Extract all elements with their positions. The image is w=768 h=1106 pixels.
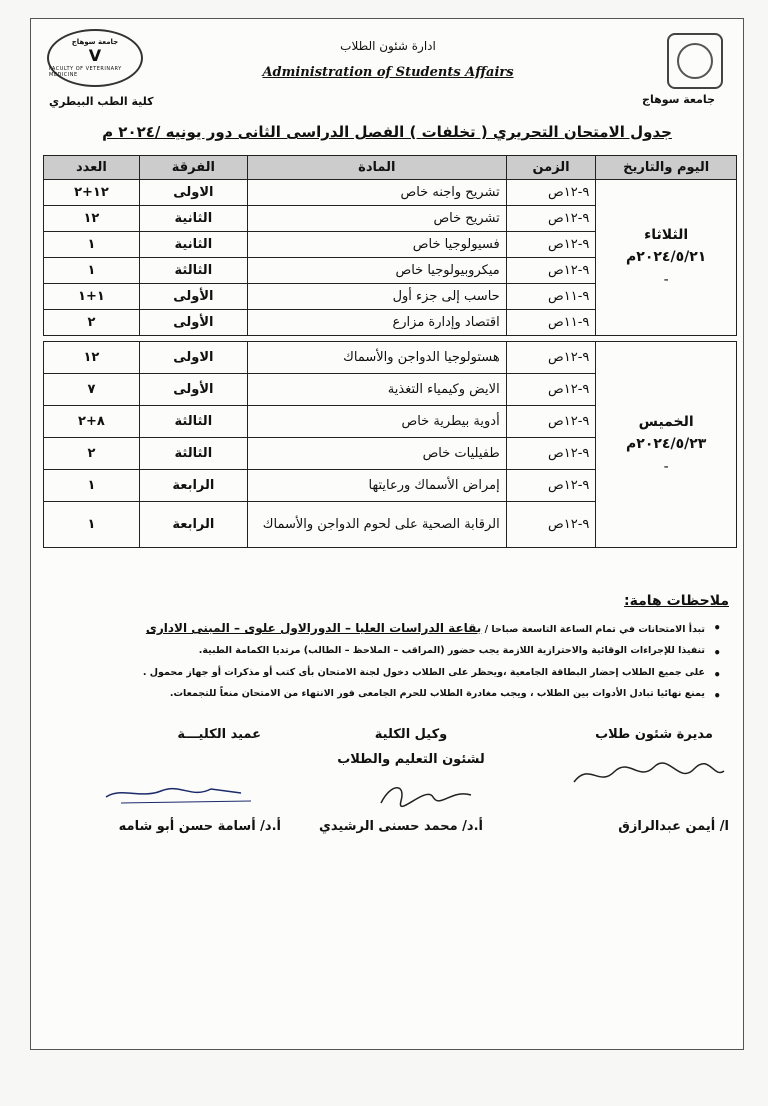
level-cell: الأولى (139, 284, 247, 310)
note-item: • تنفيذا للإجراءات الوقائية والاحترازية اللازمة يجب حضور (المراقب – الملاحظ – الطالب) مرتديا الكمامة الطبية. (61, 644, 721, 658)
level-cell: الثالثة (139, 258, 247, 284)
subject-cell: أدوية بيطرية خاص (247, 406, 506, 438)
day-date: ٢٠٢٤/٥/٢١م (626, 249, 707, 266)
count-cell: ٢ (44, 438, 140, 470)
time-cell: ٩-١٢ص (506, 258, 596, 284)
time-cell: ٩-١٢ص (506, 502, 596, 548)
count-cell: ٨+٢ (44, 406, 140, 438)
signature-vice-dean: وكيل الكلية لشئون التعليم والطلاب أ.د/ محمد حسنى الرشيدي (318, 727, 485, 834)
level-cell: الاولى (139, 180, 247, 206)
header-day-date: اليوم والتاريخ (596, 156, 737, 180)
subject-cell: ميكروبيولوجيا خاص (247, 258, 506, 284)
level-cell: الثانية (139, 232, 247, 258)
count-cell: ١٢+٢ (44, 180, 140, 206)
time-cell: ٩-١١ص (506, 284, 596, 310)
subject-cell: الايض وكيمياء التغذية (247, 374, 506, 406)
count-cell: ١+١ (44, 284, 140, 310)
day-cell: الثلاثاء ٢٠٢٤/٥/٢١م - (596, 180, 737, 336)
page-title: جدول الامتحان التحريري ( تخلفات ) الفصل الدراسى الثانى دور يونيه /٢٠٢٤ م (102, 123, 672, 141)
subject-cell: فسيولوجيا خاص (247, 232, 506, 258)
time-cell: ٩-١١ص (506, 310, 596, 336)
level-cell: الرابعة (139, 502, 247, 548)
header-subject: المادة (247, 156, 506, 180)
level-cell: الأولى (139, 310, 247, 336)
level-cell: الرابعة (139, 470, 247, 502)
subject-cell: هستولوجيا الدواجن والأسماك (247, 342, 506, 374)
handwritten-signature (101, 775, 261, 809)
time-cell: ٩-١٢ص (506, 406, 596, 438)
subject-cell: الرقابة الصحية على لحوم الدواجن والأسماك (247, 502, 506, 548)
header-level: الفرقة (139, 156, 247, 180)
count-cell: ٢ (44, 310, 140, 336)
day-name: الخميس (638, 413, 694, 430)
subject-cell: حاسب إلى جزء أول (247, 284, 506, 310)
level-cell: الثالثة (139, 438, 247, 470)
time-cell: ٩-١٢ص (506, 180, 596, 206)
table-header-row (44, 156, 737, 180)
level-cell: الثالثة (139, 406, 247, 438)
count-cell: ١ (44, 258, 140, 284)
day-name: الثلاثاء (644, 226, 689, 243)
subject-cell: تشريح خاص (247, 206, 506, 232)
note-item: • على جميع الطلاب إحضار البطاقة الجامعية ،ويحظر على الطلاب دخول لجنة الامتحان بأى كتب أو مذكرات أو جهاز محمول . (61, 666, 721, 680)
letterhead (31, 19, 745, 119)
exam-schedule-table (43, 155, 737, 548)
time-cell: ٩-١٢ص (506, 470, 596, 502)
count-cell: ١ (44, 470, 140, 502)
subject-cell: تشريح واجنه خاص (247, 180, 506, 206)
notes-list (61, 619, 721, 708)
notes-title: ملاحظات هامة: (624, 593, 729, 609)
day-cell: الخميس ٢٠٢٤/٥/٢٣م - (596, 342, 737, 548)
signature-dean: عميد الكليـــة أ.د/ أسامة حسن أبو شامه (101, 727, 281, 837)
header-time: الزمن (506, 156, 596, 180)
table-row (44, 180, 737, 206)
faculty-name: كلية الطب البيطري (49, 95, 154, 108)
document-page (30, 18, 744, 1050)
day-date: ٢٠٢٤/٥/٢٣م (626, 436, 707, 453)
time-cell: ٩-١٢ص (506, 374, 596, 406)
handwritten-signature (371, 775, 481, 813)
university-name: جامعة سوهاج (642, 93, 715, 106)
note-item: • يمنع نهائيا تبادل الأدوات بين الطلاب ، ويجب مغادرة الطلاب للحرم الجامعى فور الانتهاء من الامتحان منعاً للتجمعات. (61, 687, 721, 701)
level-cell: الأولى (139, 374, 247, 406)
time-cell: ٩-١٢ص (506, 342, 596, 374)
handwritten-signature (569, 757, 729, 797)
note-item: • تبدأ الامتحانات في تمام الساعة التاسعة صباحا / بقاعة الدراسات العليا – الدورالاول علوى – المبنى الادارى (61, 619, 721, 637)
admin-title-english: Administration of Students Affairs (262, 65, 514, 80)
count-cell: ١ (44, 232, 140, 258)
level-cell: الثانية (139, 206, 247, 232)
faculty-logo: جامعة سوهاج V FACULTY OF VETERINARY MEDICINE (47, 29, 143, 87)
count-cell: ٧ (44, 374, 140, 406)
time-cell: ٩-١٢ص (506, 232, 596, 258)
signature-students-affairs: مديرة شئون طلاب ا/ أيمن عبدالرازق (579, 727, 729, 837)
subject-cell: اقتصاد وإدارة مزارع (247, 310, 506, 336)
subject-cell: طفيليات خاص (247, 438, 506, 470)
level-cell: الاولى (139, 342, 247, 374)
count-cell: ١٢ (44, 206, 140, 232)
header-count: العدد (44, 156, 140, 180)
subject-cell: إمراض الأسماك ورعايتها (247, 470, 506, 502)
time-cell: ٩-١٢ص (506, 438, 596, 470)
table-row (44, 342, 737, 374)
count-cell: ١٢ (44, 342, 140, 374)
admin-title-arabic: ادارة شئون الطلاب (340, 39, 436, 53)
count-cell: ١ (44, 502, 140, 548)
time-cell: ٩-١٢ص (506, 206, 596, 232)
